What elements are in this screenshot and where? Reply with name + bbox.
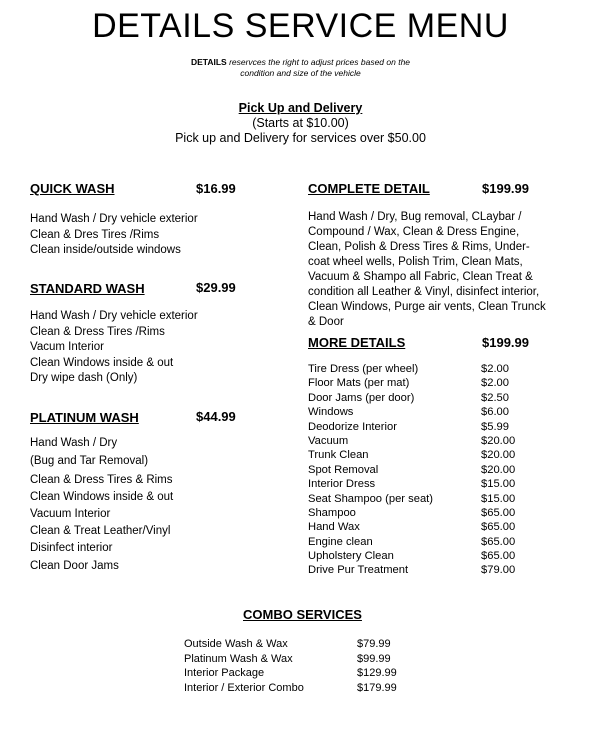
item-price: $79.00	[481, 564, 516, 577]
quick-wash-price: $16.99	[196, 181, 236, 196]
item-name: Platinum Wash & Wax	[184, 652, 293, 665]
platinum-wash-title: PLATINUM WASH	[30, 410, 139, 425]
complete-detail-title: COMPLETE DETAIL	[308, 181, 430, 196]
description-line: Compound / Wax, Clean & Dress Engine,	[308, 226, 520, 238]
item-name: Outside Wash & Wax	[184, 638, 288, 650]
price-row	[308, 376, 515, 390]
item-price: $2.50	[481, 391, 509, 404]
list-item: Clean & Dress Tires /Rims	[30, 325, 165, 338]
note-line-1: reservces the right to adjust prices based on the	[229, 57, 411, 67]
price-row	[308, 549, 515, 563]
item-name: Seat Shampoo (per seat)	[308, 492, 433, 505]
item-name: Drive Pur Treatment	[308, 564, 409, 577]
pickup-starts: (Starts at $10.00)	[252, 116, 349, 130]
list-item: Disinfect interior	[30, 542, 113, 554]
list-item: Dry wipe dash (Only)	[30, 372, 138, 384]
list-item: (Bug and Tar Removal)	[30, 455, 149, 467]
list-item: Clean & Dres Tires /Rims	[30, 228, 160, 241]
more-details-title: MORE DETAILS	[308, 335, 406, 350]
list-item: Hand Wash / Dry vehicle exterior	[30, 310, 198, 322]
price-row	[308, 563, 515, 577]
price-row	[308, 405, 515, 419]
description-line: Hand Wash / Dry, Bug removal, CLaybar /	[308, 211, 522, 223]
item-price: $15.00	[481, 492, 516, 505]
list-item: Vacum Interior	[30, 341, 104, 353]
description-line: coat wheel wells, Polish Trim, Clean Mats,	[308, 256, 523, 268]
item-name: Trunk Clean	[308, 449, 369, 462]
price-row	[308, 477, 515, 491]
list-item: Clean & Treat Leather/Vinyl	[30, 525, 171, 537]
item-name: Upholstery Clean	[308, 550, 394, 563]
item-name: Shampoo	[308, 506, 356, 519]
item-price: $99.99	[357, 652, 391, 665]
pickup-delivery	[0, 101, 601, 146]
price-row	[308, 391, 515, 405]
price-row	[184, 666, 397, 681]
page-title: DETAILS SERVICE MENU	[92, 7, 509, 45]
more-details-list	[308, 362, 515, 578]
item-price: $15.00	[481, 478, 516, 491]
item-price: $65.00	[481, 521, 516, 534]
item-name: Deodorize Interior	[308, 420, 397, 433]
platinum-wash-price: $44.99	[196, 409, 236, 424]
item-name: Tire Dress (per wheel)	[308, 363, 419, 375]
price-row	[184, 681, 397, 696]
price-row	[308, 448, 515, 462]
note-line-2: condition and size of the vehicle	[240, 68, 361, 78]
item-price: $5.99	[481, 420, 509, 433]
price-row	[308, 506, 515, 520]
list-item: Hand Wash / Dry vehicle exterior	[30, 213, 198, 225]
item-name: Interior Dress	[308, 478, 376, 491]
item-name: Door Jams (per door)	[308, 391, 415, 404]
item-price: $6.00	[481, 406, 509, 419]
list-item: Hand Wash / Dry	[30, 437, 118, 449]
price-row	[184, 652, 397, 667]
item-price: $20.00	[481, 449, 516, 462]
item-price: $179.99	[357, 681, 397, 694]
item-name: Hand Wax	[308, 521, 360, 534]
list-item: Clean inside/outside windows	[30, 244, 181, 256]
price-row	[308, 535, 515, 549]
item-price: $65.00	[481, 535, 516, 548]
pickup-heading: Pick Up and Delivery	[238, 101, 363, 115]
price-row	[308, 362, 515, 376]
item-name: Interior / Exterior Combo	[184, 681, 304, 694]
standard-wash-title: STANDARD WASH	[30, 281, 145, 296]
price-row	[184, 637, 397, 652]
combo-services-title: COMBO SERVICES	[243, 607, 362, 622]
platinum-wash-items	[30, 436, 173, 576]
price-note	[150, 57, 451, 79]
more-details-price: $199.99	[482, 335, 529, 350]
item-price: $65.00	[481, 550, 516, 563]
item-name: Windows	[308, 406, 354, 419]
item-price: $2.00	[481, 377, 509, 390]
description-line: Vacuum & Shampo all Fabric, Clean Treat &	[308, 271, 533, 283]
item-price: $79.99	[357, 638, 391, 650]
standard-wash-items	[30, 309, 198, 387]
note-brand: DETAILS	[190, 57, 227, 67]
item-price: $2.00	[481, 363, 509, 375]
standard-wash-price: $29.99	[196, 280, 236, 295]
complete-detail-price: $199.99	[482, 181, 529, 196]
item-name: Interior Package	[184, 667, 265, 679]
price-row	[308, 520, 515, 534]
list-item: Clean & Dress Tires & Rims	[30, 474, 173, 486]
description-line: & Door	[308, 316, 344, 328]
item-name: Spot Removal	[308, 463, 379, 476]
item-price: $20.00	[481, 463, 516, 476]
item-price: $65.00	[481, 506, 516, 519]
complete-detail-description	[308, 210, 578, 330]
price-row	[308, 420, 515, 434]
price-row	[308, 434, 515, 448]
combo-services-list	[184, 637, 397, 695]
quick-wash-title: QUICK WASH	[30, 181, 115, 196]
item-name: Floor Mats (per mat)	[308, 377, 410, 390]
item-price: $129.99	[357, 667, 397, 679]
item-price: $20.00	[481, 434, 516, 447]
description-line: Clean, Polish & Dress Tires & Rims, Under-	[308, 241, 530, 253]
list-item: Clean Door Jams	[30, 560, 119, 572]
quick-wash-items	[30, 212, 198, 259]
price-row	[308, 492, 515, 506]
list-item: Clean Windows inside & out	[30, 356, 174, 369]
description-line: condition all Leather & Vinyl, disinfect interior,	[308, 286, 540, 298]
item-name: Vacuum	[308, 434, 349, 447]
price-row	[308, 463, 515, 477]
pickup-note: Pick up and Delivery for services over $50.00	[175, 131, 426, 145]
list-item: Clean Windows inside & out	[30, 491, 174, 503]
description-line: Clean Windows, Purge air vents, Clean Trunck	[308, 301, 546, 313]
item-name: Engine clean	[308, 535, 373, 548]
list-item: Vacuum Interior	[30, 508, 111, 520]
